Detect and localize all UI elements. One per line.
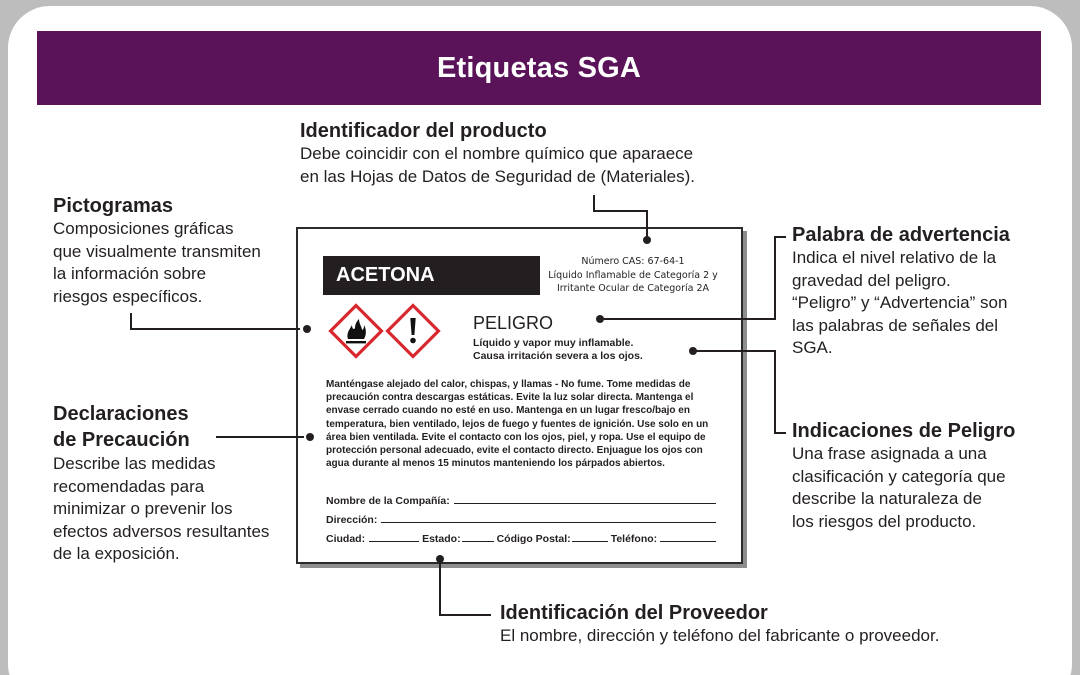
callout-title: Pictogramas — [53, 195, 174, 217]
callout-title: Indicaciones de Peligro — [792, 420, 1016, 442]
callout-text: las palabras de señales del — [792, 315, 999, 335]
callout-text: Una frase asignada a una — [792, 444, 987, 463]
connector-line — [130, 328, 300, 330]
company-label: Nombre de la Compañía: — [326, 495, 450, 507]
connector-line — [439, 560, 441, 616]
callout-title: Identificador del producto — [300, 120, 547, 142]
callout-title: Declaraciones — [53, 403, 189, 425]
flame-icon — [328, 303, 384, 359]
callout-supplier-identification — [500, 601, 1060, 648]
callout-text: en las Hojas de Datos de Seguridad de (Materiales). — [300, 166, 695, 186]
connector-dot — [303, 325, 311, 333]
connector-line — [646, 210, 648, 238]
phone-blank — [660, 541, 716, 542]
precautionary-text: Manténgase alejado del calor, chispas, y llamas - No fume. Tome medidas de precaución contra descargas estáticas. Evite la luz solar directa. Mantenga el envase cerrado cuando no esté en uso. Mantenga en un lugar fresco/bajo en temperatura, bien ventilado, lejos de fuego y fuentes de ignición. Use solo en un área bien ventilada. Evite el contacto con los ojos, piel, y ropa. Use el equipo de protección personal adecuado, evite el contacto directo. Enjuague los ojos con agua durante al menos 15 minutos manteniendo los párpados abiertos. — [326, 379, 709, 470]
callout-text: describe la naturaleza de — [792, 489, 982, 508]
callout-text: efectos adversos resultantes — [53, 521, 270, 541]
city-label: Ciudad: — [326, 533, 366, 545]
cas-info — [548, 255, 718, 296]
callout-pictograms — [53, 194, 293, 308]
callout-text: recomendadas para — [53, 476, 205, 496]
callout-text: Composiciones gráficas — [53, 219, 234, 238]
supplier-row-address — [326, 507, 719, 526]
callout-precautionary-statements — [53, 401, 303, 566]
connector-line — [439, 614, 491, 616]
callout-text: de la exposición. — [53, 544, 180, 563]
connector-line — [774, 236, 776, 320]
callout-title: Identificación del Proveedor — [500, 602, 768, 624]
state-label: Estado: — [422, 533, 461, 545]
cas-line: Irritante Ocular de Categoría 2A — [556, 283, 710, 294]
connector-line — [774, 432, 786, 434]
hazard-statement: Líquido y vapor muy inflamable. — [473, 337, 634, 349]
supplier-row-company — [326, 488, 719, 507]
callout-text: gravedad del peligro. — [792, 270, 951, 290]
callout-text: Debe coincidir con el nombre químico que aparaece — [300, 144, 694, 163]
connector-line — [593, 210, 648, 212]
connector-line — [774, 350, 776, 434]
callout-text: clasificación y categoría que — [792, 466, 1006, 486]
city-blank — [369, 541, 419, 542]
callout-text: minimizar o prevenir los — [53, 499, 233, 518]
connector-dot — [306, 433, 314, 441]
connector-line — [693, 350, 775, 352]
callout-hazard-statements — [792, 419, 1062, 533]
callout-text: SGA. — [792, 338, 833, 357]
exclamation-icon — [385, 303, 441, 359]
connector-line — [600, 318, 775, 320]
cas-line: Número CAS: 67-64-1 — [581, 256, 685, 267]
supplier-row-location — [326, 526, 719, 545]
connector-line — [774, 236, 786, 238]
company-blank — [454, 503, 716, 504]
callout-text: que visualmente transmiten — [53, 241, 261, 261]
callout-text: Indica el nivel relativo de la — [792, 248, 997, 267]
product-name: ACETONA — [336, 264, 435, 286]
postal-label: Código Postal: — [496, 533, 571, 545]
callout-product-identifier — [300, 119, 695, 188]
callout-title: de Precaución — [53, 429, 190, 451]
hazard-statement: Causa irritación severa a los ojos. — [473, 349, 643, 362]
cas-line: Líquido Inflamable de Categoría 2 y — [548, 269, 718, 281]
sample-ghs-label — [296, 227, 743, 564]
supplier-fields — [326, 488, 719, 545]
callout-signal-word — [792, 223, 1052, 360]
address-blank — [381, 522, 716, 523]
address-label: Dirección: — [326, 514, 378, 526]
callout-text: la información sobre — [53, 264, 207, 283]
signal-word: PELIGRO — [473, 313, 554, 333]
connector-line — [593, 195, 595, 211]
page-title: Etiquetas SGA — [436, 51, 642, 84]
callout-text: El nombre, dirección y teléfono del fabricante o proveedor. — [500, 626, 940, 645]
callout-text: riesgos específicos. — [53, 286, 203, 306]
callout-text: los riesgos del producto. — [792, 511, 977, 531]
connector-line — [130, 313, 132, 329]
product-name-box — [323, 256, 540, 295]
hazard-statements — [473, 337, 643, 362]
connector-dot — [643, 236, 651, 244]
postal-blank — [572, 541, 608, 542]
callout-title: Palabra de advertencia — [792, 224, 1010, 246]
state-blank — [462, 541, 494, 542]
connector-line — [216, 436, 304, 438]
callout-text: “Peligro” y “Advertencia” son — [792, 293, 1008, 312]
callout-text: Describe las medidas — [53, 454, 216, 473]
title-banner — [37, 31, 1041, 105]
phone-label: Teléfono: — [610, 533, 658, 545]
